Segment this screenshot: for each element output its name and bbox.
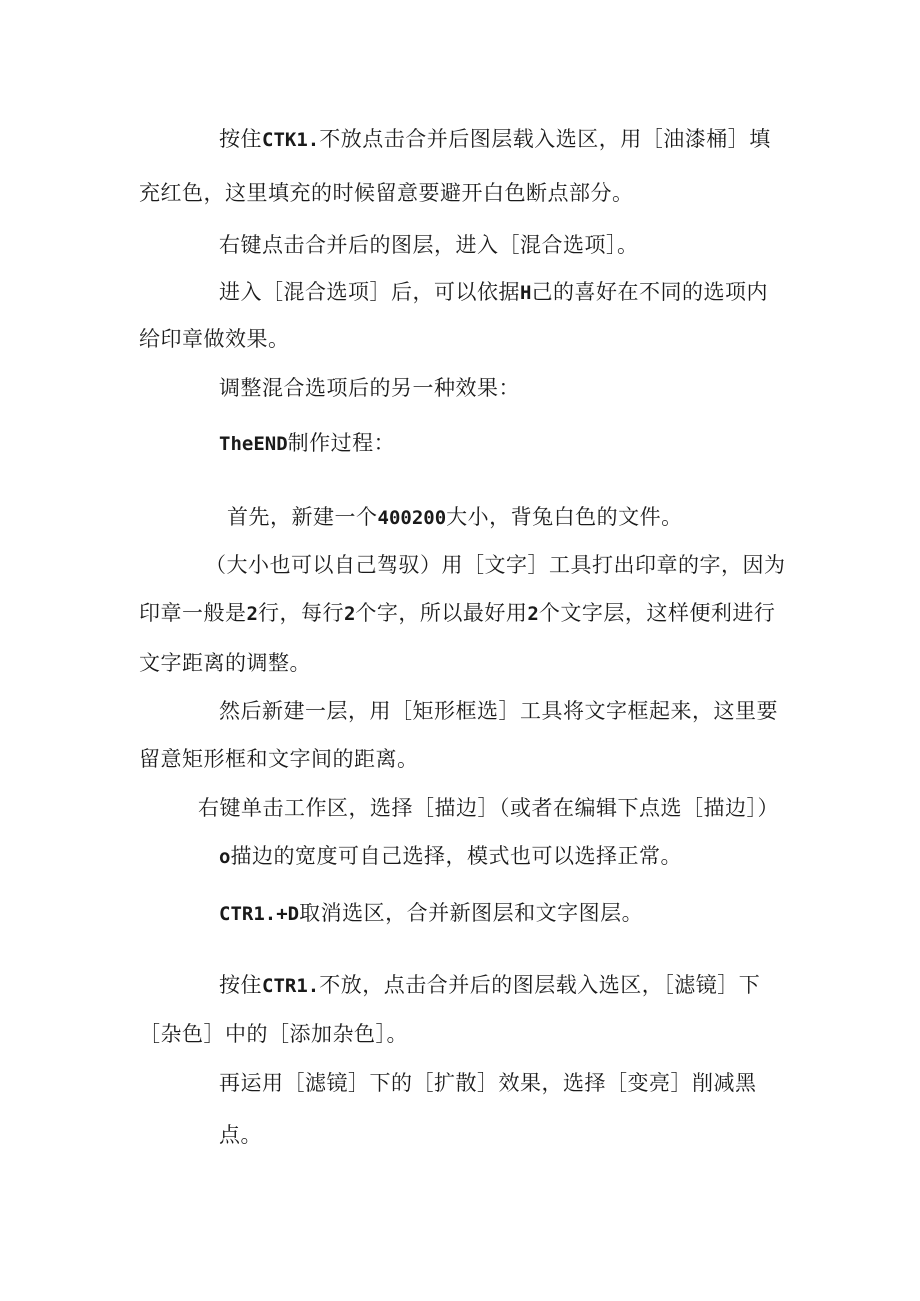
text-run: 按住 xyxy=(219,973,262,997)
text-run: 充红色，这里填充的时候留意要避开白色断点部分。 xyxy=(139,181,634,205)
text-line xyxy=(219,843,682,870)
text-line xyxy=(227,504,683,531)
text-line xyxy=(139,1021,408,1047)
latin-text-run: 2 xyxy=(343,603,356,625)
text-run: 右键单击工作区，选择［描边］（或者在编辑下点选［描边］） xyxy=(198,796,779,820)
text-line xyxy=(139,650,311,676)
text-line xyxy=(198,795,779,821)
text-run: （大小也可以自己驾驭）用［文字］工具打出印章的字，因为 xyxy=(205,553,786,577)
latin-text-run: CTR1. xyxy=(262,975,320,997)
latin-text-run: 400200 xyxy=(377,507,447,529)
text-run: 然后新建一层，用［矩形框选］工具将文字框起来，这里要 xyxy=(219,699,778,723)
text-run: 个文字层，这样便利进行 xyxy=(538,601,776,625)
text-run: 大小，背兔白色的文件。 xyxy=(446,505,683,529)
text-line xyxy=(219,900,643,927)
text-run: 留意矩形框和文字间的距离。 xyxy=(139,747,419,771)
text-run: 首先，新建一个 xyxy=(227,505,378,529)
text-line xyxy=(219,698,778,724)
text-run: 点。 xyxy=(219,1123,262,1147)
text-line xyxy=(139,600,775,627)
text-run: 右键点击合并后的图层，进入［混合选项］。 xyxy=(219,233,639,257)
text-run: 描边的宽度可自己选择，模式也可以选择正常。 xyxy=(230,844,682,868)
text-line xyxy=(205,552,786,578)
text-run: 取消选区，合并新图层和文字图层。 xyxy=(299,901,644,925)
latin-text-run: H xyxy=(520,282,532,304)
text-run: 个字，所以最好用 xyxy=(355,601,528,625)
text-run: 按住 xyxy=(219,127,262,151)
text-run: 己的喜好在不同的选项内 xyxy=(531,280,768,304)
text-line xyxy=(219,1122,262,1148)
text-line xyxy=(219,375,520,401)
text-run: ［杂色］中的［添加杂色］。 xyxy=(139,1022,408,1046)
text-run: 再运用［滤镜］下的［扩散］效果，选择［变亮］削减黑 xyxy=(219,1071,757,1095)
text-run: 文字距离的调整。 xyxy=(139,651,311,675)
text-line xyxy=(219,972,760,999)
text-run: 不放点击合并后图层载入选区，用［油漆桶］填 xyxy=(319,127,771,151)
text-line xyxy=(219,279,768,306)
text-line xyxy=(219,1070,757,1096)
text-line xyxy=(219,232,639,258)
text-run: 印章一般是 xyxy=(139,601,247,625)
text-run: 不放，点击合并后的图层载入选区，［滤镜］下 xyxy=(319,973,761,997)
text-line xyxy=(139,180,634,206)
latin-text-run: TheEND xyxy=(219,433,288,455)
latin-text-run: 2 xyxy=(527,603,539,625)
text-line xyxy=(219,126,771,153)
latin-text-run: 2 xyxy=(246,603,258,625)
text-run: 给印章做效果。 xyxy=(139,327,290,351)
text-line xyxy=(139,326,290,352)
text-line xyxy=(139,746,419,772)
latin-text-run: CTK1. xyxy=(262,129,320,151)
latin-text-run: CTR1.+D xyxy=(219,903,300,925)
text-line xyxy=(219,430,395,457)
text-run: 进入［混合选项］后，可以依据 xyxy=(219,280,520,304)
text-run: 行，每行 xyxy=(257,601,344,625)
text-run: 制作过程： xyxy=(287,431,396,455)
text-run: 调整混合选项后的另一种效果： xyxy=(219,376,520,400)
latin-text-run: o xyxy=(219,846,231,868)
